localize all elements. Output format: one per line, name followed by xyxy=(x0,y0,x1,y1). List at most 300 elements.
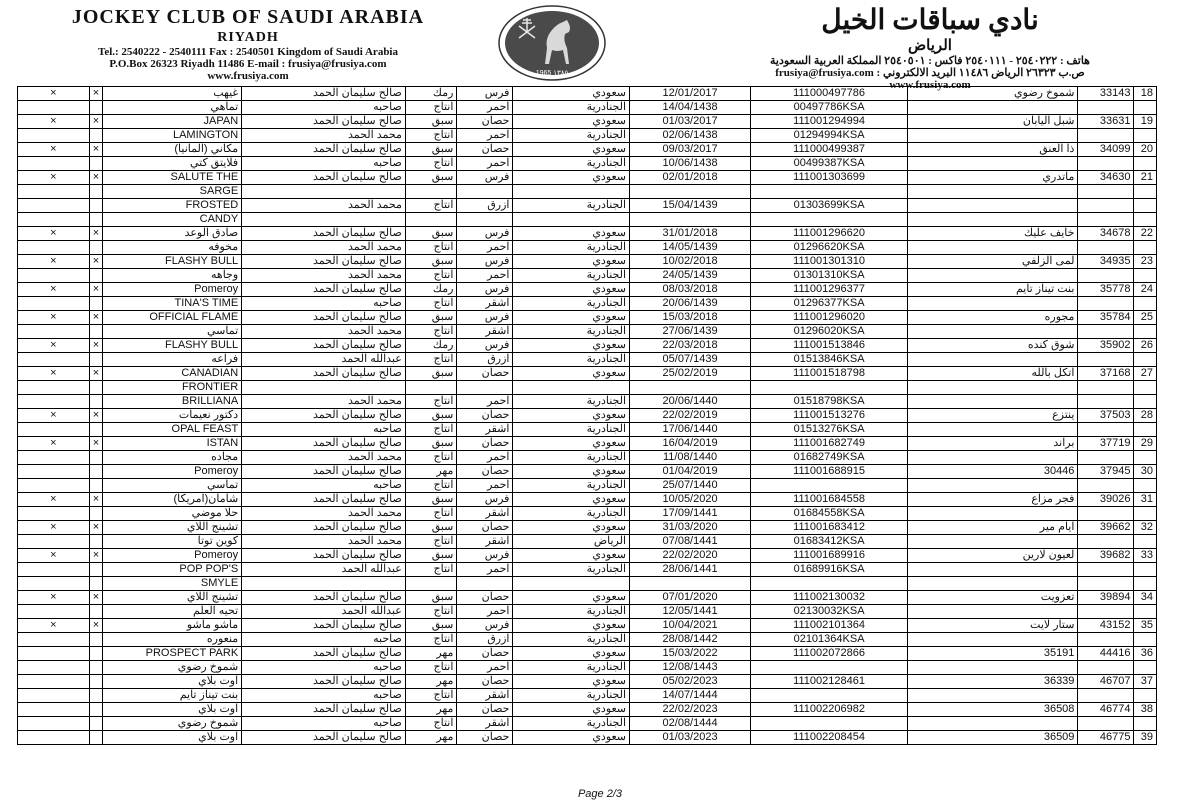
table-cell xyxy=(1134,129,1157,143)
table-cell xyxy=(1134,325,1157,339)
table-cell: 02/01/2018 xyxy=(630,171,751,185)
table-cell: 46707 xyxy=(1078,675,1134,689)
table-cell: صاحبه xyxy=(242,297,406,311)
table-row xyxy=(18,479,1157,493)
table-cell: 46775 xyxy=(1078,731,1134,745)
table-cell: انتاج xyxy=(405,689,457,703)
table-cell: PROSPECT PARK xyxy=(103,647,242,661)
table-cell: انتاج xyxy=(405,605,457,619)
table-cell: 34 xyxy=(1134,591,1157,605)
table-cell xyxy=(18,269,90,283)
table-cell: × xyxy=(89,409,102,423)
table-cell: ايام مير xyxy=(908,521,1078,535)
table-cell: Pomeroy xyxy=(103,465,242,479)
table-cell: سبق xyxy=(405,591,457,605)
table-cell: الجنادرية xyxy=(513,451,630,465)
table-cell xyxy=(1078,325,1134,339)
table-cell: 111002206982 xyxy=(751,703,908,717)
table-cell xyxy=(1078,423,1134,437)
table-cell: منعوره xyxy=(103,633,242,647)
table-cell: 37503 xyxy=(1078,409,1134,423)
table-cell: 111001303699 xyxy=(751,171,908,185)
table-cell: 111001513846 xyxy=(751,339,908,353)
table-cell xyxy=(1134,213,1157,227)
table-cell xyxy=(513,213,630,227)
table-cell: 24 xyxy=(1134,283,1157,297)
table-cell xyxy=(89,395,102,409)
table-cell: فرس xyxy=(457,493,513,507)
table-cell xyxy=(908,423,1078,437)
table-cell: 36 xyxy=(1134,647,1157,661)
table-row xyxy=(18,115,1157,129)
table-cell: Pomeroy xyxy=(103,549,242,563)
table-cell xyxy=(242,381,406,395)
table-cell: 14/05/1439 xyxy=(630,241,751,255)
table-cell: احمر xyxy=(457,563,513,577)
table-cell: الجنادرية xyxy=(513,717,630,731)
table-cell: 26 xyxy=(1134,339,1157,353)
table-row xyxy=(18,129,1157,143)
table-cell: Pomeroy xyxy=(103,283,242,297)
table-cell: مجاده xyxy=(103,451,242,465)
table-cell: CANDY xyxy=(103,213,242,227)
table-cell xyxy=(89,563,102,577)
table-cell xyxy=(1134,101,1157,115)
club-name-english: JOCKEY CLUB OF SAUDI ARABIA xyxy=(71,6,425,28)
table-cell xyxy=(908,101,1078,115)
table-cell: سعودي xyxy=(513,549,630,563)
table-cell: 111002101364 xyxy=(751,619,908,633)
table-cell: 28/08/1442 xyxy=(630,633,751,647)
table-row xyxy=(18,339,1157,353)
table-cell xyxy=(1134,269,1157,283)
table-cell: صاحبه xyxy=(242,689,406,703)
table-cell: لعيون لارين xyxy=(908,549,1078,563)
table-cell: × xyxy=(89,87,102,101)
table-cell: 33631 xyxy=(1078,115,1134,129)
table-cell xyxy=(513,185,630,199)
table-cell: صالح سليمان الحمد xyxy=(242,339,406,353)
table-cell xyxy=(1134,577,1157,591)
table-cell: انتاج xyxy=(405,241,457,255)
table-cell: 35902 xyxy=(1078,339,1134,353)
table-cell xyxy=(242,185,406,199)
table-cell: تماسي xyxy=(103,479,242,493)
table-cell: SMYLE xyxy=(103,577,242,591)
table-cell xyxy=(908,353,1078,367)
letterhead-arabic xyxy=(690,6,1170,91)
table-row xyxy=(18,535,1157,549)
table-cell xyxy=(89,185,102,199)
table-cell xyxy=(89,451,102,465)
table-cell: سبق xyxy=(405,549,457,563)
table-cell xyxy=(908,689,1078,703)
table-cell: 05/07/1439 xyxy=(630,353,751,367)
table-cell: اشقر xyxy=(457,297,513,311)
table-cell: انتاج xyxy=(405,479,457,493)
table-cell: شموخ رضوي xyxy=(103,717,242,731)
contact-line-arabic: هاتف : ٢٥٤٠٢٢٢ - ٢٥٤٠١١١ فاكس : ٢٥٤٠٥٠١ المملكة العربية السعودية xyxy=(770,55,1090,67)
table-cell: محمد الحمد xyxy=(242,395,406,409)
table-cell: سبق xyxy=(405,493,457,507)
table-cell: انتاج xyxy=(405,157,457,171)
table-cell: احمر xyxy=(457,101,513,115)
table-cell: × xyxy=(18,591,90,605)
table-cell: FLASHY BULL xyxy=(103,339,242,353)
table-cell: ينتزع xyxy=(908,409,1078,423)
table-cell: محمد الحمد xyxy=(242,507,406,521)
table-cell: الجنادرية xyxy=(513,423,630,437)
table-cell xyxy=(18,689,90,703)
table-cell: فرس xyxy=(457,171,513,185)
table-cell xyxy=(457,213,513,227)
table-cell: سعودي xyxy=(513,115,630,129)
table-cell xyxy=(18,479,90,493)
table-cell: 39682 xyxy=(1078,549,1134,563)
table-cell: حصان xyxy=(457,115,513,129)
table-cell: 07/08/1441 xyxy=(630,535,751,549)
table-cell: سبق xyxy=(405,171,457,185)
table-cell: OFFICIAL FLAME xyxy=(103,311,242,325)
table-cell xyxy=(89,297,102,311)
table-cell: انتاج xyxy=(405,423,457,437)
table-cell xyxy=(18,717,90,731)
table-cell xyxy=(1078,577,1134,591)
table-cell: 15/03/2018 xyxy=(630,311,751,325)
table-cell xyxy=(18,101,90,115)
table-cell: 39662 xyxy=(1078,521,1134,535)
table-cell xyxy=(18,535,90,549)
table-cell: صاحبه xyxy=(242,661,406,675)
table-cell: الجنادرية xyxy=(513,269,630,283)
website-english: www.frusiya.com xyxy=(207,70,289,82)
table-cell: فرس xyxy=(457,619,513,633)
table-row xyxy=(18,423,1157,437)
table-cell: 39 xyxy=(1134,731,1157,745)
table-row xyxy=(18,563,1157,577)
table-cell: 36339 xyxy=(908,675,1078,689)
table-cell: 12/05/1441 xyxy=(630,605,751,619)
table-cell xyxy=(18,703,90,717)
table-cell: تماسي xyxy=(103,325,242,339)
table-cell: سبق xyxy=(405,311,457,325)
table-cell xyxy=(18,647,90,661)
table-cell: الجنادرية xyxy=(513,297,630,311)
table-cell: شموخ رضوي xyxy=(908,87,1078,101)
table-cell: 111000499387 xyxy=(751,143,908,157)
table-cell: سبق xyxy=(405,367,457,381)
table-cell: حصان xyxy=(457,367,513,381)
table-cell: 111001684558 xyxy=(751,493,908,507)
table-cell: 31/01/2018 xyxy=(630,227,751,241)
table-cell xyxy=(908,297,1078,311)
table-cell xyxy=(89,101,102,115)
table-cell: حصان xyxy=(457,591,513,605)
page-number: Page 2/3 xyxy=(577,788,623,800)
table-cell xyxy=(18,675,90,689)
table-cell: سعودي xyxy=(513,619,630,633)
table-cell: 22/02/2020 xyxy=(630,549,751,563)
table-row xyxy=(18,87,1157,101)
table-cell: انتاج xyxy=(405,297,457,311)
table-cell: انتاج xyxy=(405,661,457,675)
table-cell xyxy=(908,577,1078,591)
table-cell xyxy=(89,465,102,479)
table-cell: × xyxy=(18,171,90,185)
table-cell: 43152 xyxy=(1078,619,1134,633)
table-cell: عبدالله الحمد xyxy=(242,563,406,577)
table-cell: اشقر xyxy=(457,507,513,521)
table-cell: 01296377KSA xyxy=(751,297,908,311)
table-row xyxy=(18,731,1157,745)
table-cell: سعودي xyxy=(513,227,630,241)
table-cell xyxy=(751,479,908,493)
table-cell: فراعه xyxy=(103,353,242,367)
table-cell xyxy=(908,507,1078,521)
table-cell xyxy=(89,647,102,661)
table-row xyxy=(18,381,1157,395)
table-cell xyxy=(1134,353,1157,367)
table-cell: × xyxy=(89,227,102,241)
table-cell: سعودي xyxy=(513,731,630,745)
table-cell xyxy=(405,577,457,591)
table-row xyxy=(18,325,1157,339)
table-cell: حصان xyxy=(457,731,513,745)
table-cell: × xyxy=(18,115,90,129)
table-cell: 20/06/1439 xyxy=(630,297,751,311)
table-cell: انتاج xyxy=(405,101,457,115)
table-cell: صالح سليمان الحمد xyxy=(242,367,406,381)
table-row xyxy=(18,213,1157,227)
table-cell: 35784 xyxy=(1078,311,1134,325)
table-cell xyxy=(405,213,457,227)
table-cell: سعودي xyxy=(513,521,630,535)
table-cell: 38 xyxy=(1134,703,1157,717)
table-cell: ISTAN xyxy=(103,437,242,451)
table-cell xyxy=(1134,297,1157,311)
table-cell: انتاج xyxy=(405,353,457,367)
table-row xyxy=(18,703,1157,717)
table-cell xyxy=(89,717,102,731)
table-cell xyxy=(1134,535,1157,549)
table-cell: × xyxy=(18,521,90,535)
table-cell xyxy=(1078,185,1134,199)
table-cell: سعودي xyxy=(513,409,630,423)
table-row xyxy=(18,101,1157,115)
table-cell xyxy=(908,241,1078,255)
table-cell xyxy=(751,213,908,227)
table-cell xyxy=(908,605,1078,619)
table-cell xyxy=(18,241,90,255)
table-cell xyxy=(89,423,102,437)
table-cell xyxy=(18,185,90,199)
table-cell: ستار لايت xyxy=(908,619,1078,633)
table-cell: 33143 xyxy=(1078,87,1134,101)
table-cell xyxy=(1078,479,1134,493)
table-cell xyxy=(89,241,102,255)
table-cell xyxy=(18,731,90,745)
table-cell: 21 xyxy=(1134,171,1157,185)
table-cell xyxy=(18,423,90,437)
table-cell: 37719 xyxy=(1078,437,1134,451)
table-cell: 22/03/2018 xyxy=(630,339,751,353)
table-cell: رمك xyxy=(405,87,457,101)
table-cell: 31/03/2020 xyxy=(630,521,751,535)
table-row xyxy=(18,255,1157,269)
table-cell: احمر xyxy=(457,241,513,255)
table-cell: سعودي xyxy=(513,647,630,661)
table-cell: 35 xyxy=(1134,619,1157,633)
table-cell: 111001296377 xyxy=(751,283,908,297)
table-cell: سعودي xyxy=(513,87,630,101)
table-cell xyxy=(242,577,406,591)
table-cell: 34678 xyxy=(1078,227,1134,241)
table-cell xyxy=(89,381,102,395)
table-row xyxy=(18,451,1157,465)
table-cell: الجنادرية xyxy=(513,241,630,255)
table-cell: 111001296020 xyxy=(751,311,908,325)
table-cell xyxy=(18,577,90,591)
table-cell: 00499387KSA xyxy=(751,157,908,171)
table-cell: 10/05/2020 xyxy=(630,493,751,507)
table-cell xyxy=(751,689,908,703)
table-cell xyxy=(630,381,751,395)
table-cell: × xyxy=(89,521,102,535)
table-cell: صالح سليمان الحمد xyxy=(242,493,406,507)
table-cell: بنت تيناز تايم xyxy=(103,689,242,703)
table-cell: فجر مزاع xyxy=(908,493,1078,507)
table-cell: 35191 xyxy=(908,647,1078,661)
table-cell: سبق xyxy=(405,521,457,535)
table-cell: حصان xyxy=(457,675,513,689)
table-cell: 01/03/2017 xyxy=(630,115,751,129)
table-cell xyxy=(89,507,102,521)
table-row xyxy=(18,507,1157,521)
table-cell xyxy=(89,577,102,591)
table-cell xyxy=(18,605,90,619)
table-cell: 02/06/1438 xyxy=(630,129,751,143)
table-cell: 23 xyxy=(1134,255,1157,269)
table-cell: 22 xyxy=(1134,227,1157,241)
table-cell: صالح سليمان الحمد xyxy=(242,283,406,297)
table-cell: 19 xyxy=(1134,115,1157,129)
table-cell: 46774 xyxy=(1078,703,1134,717)
table-cell: × xyxy=(89,311,102,325)
table-cell: انتاج xyxy=(405,199,457,213)
table-cell: اشقر xyxy=(457,717,513,731)
table-cell: 15/04/1439 xyxy=(630,199,751,213)
table-cell: مهر xyxy=(405,731,457,745)
table-cell: صالح سليمان الحمد xyxy=(242,171,406,185)
table-cell xyxy=(1078,241,1134,255)
table-cell: SARGE xyxy=(103,185,242,199)
table-cell: × xyxy=(18,143,90,157)
table-cell: صالح سليمان الحمد xyxy=(242,465,406,479)
table-cell: 08/03/2018 xyxy=(630,283,751,297)
table-cell: سبق xyxy=(405,255,457,269)
table-cell: JAPAN xyxy=(103,115,242,129)
table-cell xyxy=(405,381,457,395)
table-cell xyxy=(1134,479,1157,493)
table-row xyxy=(18,199,1157,213)
table-cell: 36508 xyxy=(908,703,1078,717)
table-cell: شموخ رضوي xyxy=(103,661,242,675)
table-cell xyxy=(908,395,1078,409)
table-cell: 111001513276 xyxy=(751,409,908,423)
table-cell: 01303699KSA xyxy=(751,199,908,213)
table-row xyxy=(18,493,1157,507)
table-cell xyxy=(751,381,908,395)
table-row xyxy=(18,157,1157,171)
table-cell xyxy=(18,157,90,171)
table-cell: مجوره xyxy=(908,311,1078,325)
table-cell: دكتور نعيمات xyxy=(103,409,242,423)
table-cell: حصان xyxy=(457,437,513,451)
table-cell: 14/07/1444 xyxy=(630,689,751,703)
table-cell: سعودي xyxy=(513,675,630,689)
table-cell: × xyxy=(18,367,90,381)
table-cell: الجنادرية xyxy=(513,129,630,143)
table-cell: 39026 xyxy=(1078,493,1134,507)
table-cell xyxy=(1078,101,1134,115)
table-cell: احمر xyxy=(457,605,513,619)
club-logo xyxy=(497,4,607,82)
table-cell: انتاج xyxy=(405,325,457,339)
table-cell: براند xyxy=(908,437,1078,451)
table-cell xyxy=(1078,213,1134,227)
table-cell: ازرق xyxy=(457,633,513,647)
table-cell xyxy=(908,129,1078,143)
table-cell: حلا موضي xyxy=(103,507,242,521)
table-row xyxy=(18,171,1157,185)
table-cell xyxy=(1078,381,1134,395)
table-row xyxy=(18,241,1157,255)
table-cell xyxy=(1078,157,1134,171)
table-cell: فرس xyxy=(457,339,513,353)
table-cell: × xyxy=(18,311,90,325)
table-cell: سعودي xyxy=(513,255,630,269)
table-cell: 16/04/2019 xyxy=(630,437,751,451)
table-cell: ازرق xyxy=(457,353,513,367)
table-cell xyxy=(1134,185,1157,199)
table-cell xyxy=(18,507,90,521)
table-cell xyxy=(1134,395,1157,409)
table-cell: LAMINGTON xyxy=(103,129,242,143)
table-row xyxy=(18,521,1157,535)
table-cell: 31 xyxy=(1134,493,1157,507)
table-cell: صالح سليمان الحمد xyxy=(242,675,406,689)
table-cell: مهر xyxy=(405,465,457,479)
table-cell: الجنادرية xyxy=(513,633,630,647)
table-cell xyxy=(908,381,1078,395)
table-cell: 32 xyxy=(1134,521,1157,535)
table-cell: 37945 xyxy=(1078,465,1134,479)
table-cell xyxy=(457,185,513,199)
table-row xyxy=(18,647,1157,661)
table-row xyxy=(18,269,1157,283)
table-cell xyxy=(908,185,1078,199)
table-cell: انتاج xyxy=(405,129,457,143)
table-cell xyxy=(18,199,90,213)
table-cell: 01513276KSA xyxy=(751,423,908,437)
table-row xyxy=(18,395,1157,409)
table-cell: شوق كنده xyxy=(908,339,1078,353)
table-cell: كوين توتا xyxy=(103,535,242,549)
table-cell: اشقر xyxy=(457,689,513,703)
table-row xyxy=(18,549,1157,563)
table-cell: سعودي xyxy=(513,171,630,185)
table-cell: سعودي xyxy=(513,367,630,381)
